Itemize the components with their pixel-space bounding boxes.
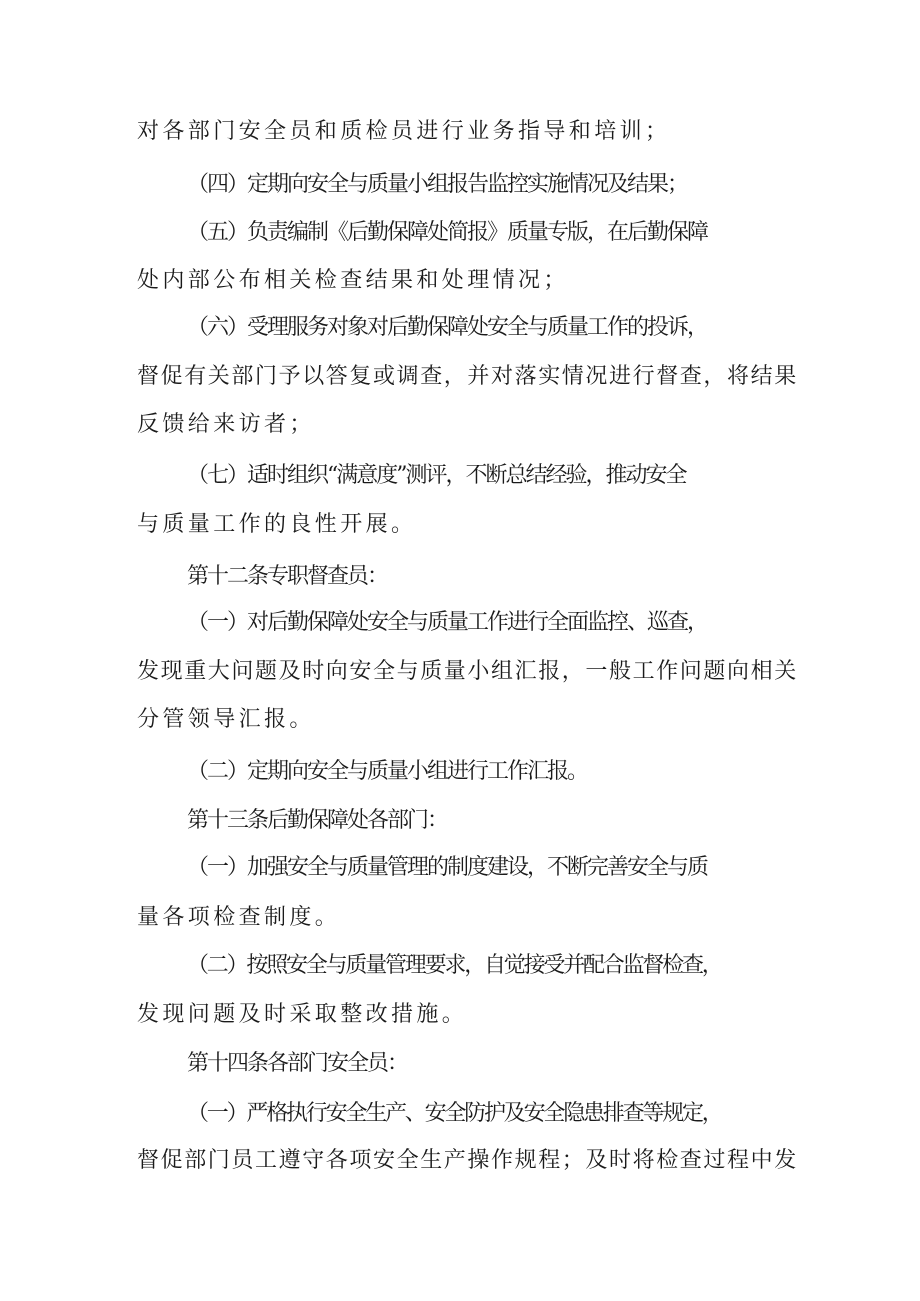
paragraph-line: 分管领导汇报。: [137, 707, 315, 732]
paragraph-line: 对各部门安全员和质检员进行业务指导和培训；: [137, 119, 671, 144]
paragraph-line: （六）受理服务对象对后勤保障处安全与质量工作的投诉，: [187, 315, 708, 340]
section-heading: 第十二条专职督查员：: [187, 564, 388, 589]
paragraph-line: 与质量工作的良性开展。: [137, 512, 417, 537]
section-heading: 第十三条后勤保障处各部门：: [187, 808, 448, 833]
paragraph-line: （二）定期向安全与质量小组进行工作汇报。: [187, 759, 588, 784]
paragraph-line: （四）定期向安全与质量小组报告监控实施情况及结果；: [187, 172, 688, 197]
section-heading: 第十四条各部门安全员：: [187, 1051, 408, 1076]
paragraph-line: （七）适时组织“满意度”测评，不断总结经验，推动安全: [187, 463, 686, 488]
paragraph-line: 反馈给来访者；: [137, 412, 315, 437]
paragraph-line: 督促有关部门予以答复或调查，并对落实情况进行督查，将结果: [137, 364, 798, 389]
paragraph-line: 量各项检查制度。: [137, 905, 341, 930]
paragraph-line: （一）严格执行安全生产、安全防护及安全隐患排查等规定，: [187, 1101, 722, 1126]
paragraph-line: 发现重大问题及时向安全与质量小组汇报，一般工作问题向相关: [137, 659, 798, 684]
paragraph-line: 处内部公布相关检查结果和处理情况；: [137, 268, 569, 293]
paragraph-line: 发现问题及时采取整改措施。: [137, 1002, 468, 1027]
paragraph-line: （一）对后勤保障处安全与质量工作进行全面监控、巡查，: [187, 610, 708, 635]
paragraph-line: （一）加强安全与质量管理的制度建设，不断完善安全与质: [187, 855, 708, 880]
paragraph-line: （五）负责编制《后勤保障处简报》质量专版，在后勤保障: [187, 220, 708, 245]
paragraph-line: 督促部门员工遵守各项安全生产操作规程；及时将检查过程中发: [137, 1148, 798, 1173]
paragraph-line: （二）按照安全与质量管理要求，自觉接受并配合监督检查，: [187, 953, 722, 978]
